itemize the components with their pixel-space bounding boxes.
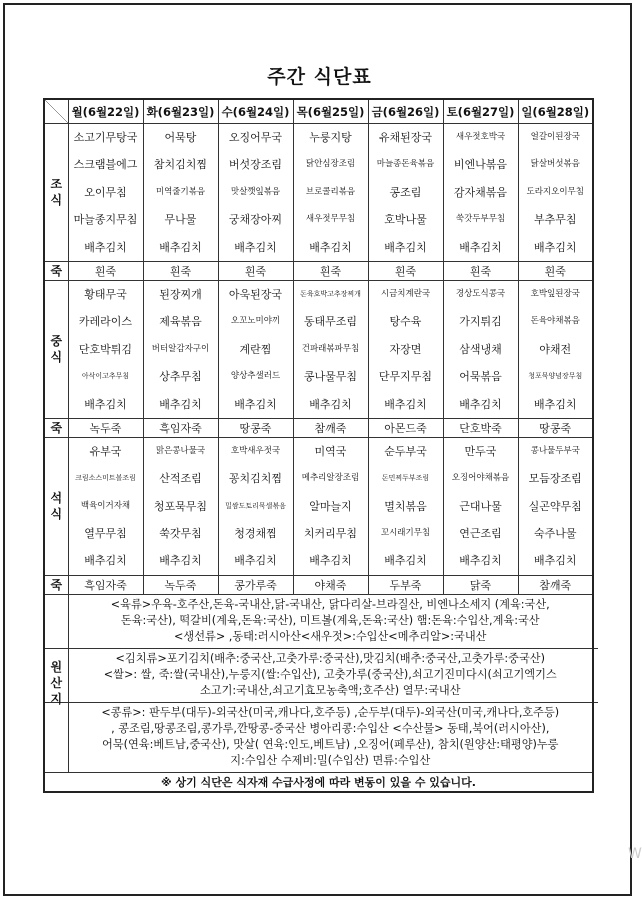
- porridge-cell: 닭죽: [443, 575, 518, 594]
- day-header: 수(6월24일): [218, 99, 293, 124]
- porridge-cell: 흰죽: [518, 261, 593, 280]
- menu-item: 호박나물: [384, 213, 427, 227]
- menu-item: 배추김치: [384, 397, 427, 411]
- menu-item: 콩나물무침: [303, 370, 358, 384]
- porridge-cell: 아몬드죽: [368, 418, 443, 437]
- menu-item: 콩나물두부국: [530, 445, 580, 456]
- menu-item: 모듬장조림: [528, 472, 582, 486]
- menu-item: 배추김치: [459, 240, 502, 254]
- menu-item: 동태무조림: [303, 315, 358, 329]
- menu-item: 열무무침: [84, 527, 127, 541]
- menu-item: 청포묵무침: [153, 499, 208, 513]
- menu-item: 아욱된장국: [228, 287, 283, 301]
- menu-item: 탕수육: [389, 315, 422, 329]
- menu-item: 건파래볶파무침: [301, 343, 360, 354]
- porridge-cell: 야채죽: [293, 575, 368, 594]
- menu-item: 오징어야채볶음: [451, 473, 510, 484]
- menu-item: 밀쌈도토리묵샐볶음: [225, 501, 286, 510]
- menu-cell: [218, 124, 293, 262]
- origin-line: <김치류>포기김치(배추:중국산,고춧가루:중국산),맛김치(배추:중국산,고춧가루:중국산): [115, 651, 545, 665]
- menu-item: 배추김치: [84, 240, 127, 254]
- menu-item: 순두부국: [384, 444, 427, 458]
- porridge-cell: 단호박죽: [443, 418, 518, 437]
- origin-line: 돈육:국산), 떡갈비(계육,돈육:국산), 미트볼(계육,돈육:국산) 햄:돈육:수입산,계육:국산: [120, 613, 540, 627]
- menu-item: 연근조림: [459, 527, 502, 541]
- menu-item: 유채된장국: [378, 131, 433, 144]
- menu-item: 버터알감자구이: [151, 343, 210, 354]
- origin-block: [43, 649, 599, 703]
- menu-item: 경상도식콩국: [455, 288, 506, 299]
- menu-item: 유부국: [89, 444, 122, 458]
- menu-item: 배추김치: [533, 240, 577, 254]
- menu-item: 콩조림: [389, 185, 422, 199]
- origin-info: [68, 594, 593, 772]
- menu-cell: [443, 437, 518, 575]
- menu-item: 삼색냉채: [459, 342, 502, 356]
- menu-item: 호박새우젓국: [230, 445, 281, 456]
- menu-item: 쑥갓무침: [159, 527, 202, 541]
- menu-item: 배추김치: [84, 554, 127, 568]
- porridge-label: 죽: [44, 261, 68, 280]
- menu-cell: [443, 280, 518, 418]
- menu-cell: [218, 280, 293, 418]
- menu-item: 시금치계란국: [380, 288, 431, 299]
- menu-item: 배추김치: [159, 240, 202, 254]
- day-header-row: [44, 99, 593, 124]
- menu-item: 미역국: [314, 444, 347, 458]
- menu-item: 맑은콩나물국: [155, 445, 206, 456]
- porridge-cell: 흰죽: [293, 261, 368, 280]
- menu-cell: [518, 124, 593, 262]
- menu-item: 소고기무탕국: [73, 131, 138, 144]
- menu-cell: [518, 437, 593, 575]
- menu-item: 카레라이스: [78, 315, 133, 329]
- day-header: 금(6월26일): [368, 99, 443, 124]
- menu-item: 단호박튀김: [78, 342, 133, 356]
- menu-cell: [443, 124, 518, 262]
- menu-item: 새우젓무무침: [305, 214, 356, 225]
- menu-item: 야채전: [539, 342, 572, 356]
- menu-item: 자장면: [389, 342, 422, 356]
- meal-row: [44, 124, 593, 262]
- menu-item: 배추김치: [533, 397, 577, 411]
- menu-item: 어묵탕: [164, 131, 197, 144]
- porridge-row: [44, 418, 593, 437]
- porridge-row: [44, 261, 593, 280]
- weekly-menu-table: [43, 98, 594, 793]
- menu-cell: [143, 280, 218, 418]
- menu-item: 새우젓호박국: [455, 132, 506, 142]
- origin-label: 원 산 지: [44, 594, 68, 772]
- menu-cell: [293, 437, 368, 575]
- menu-cell: [218, 437, 293, 575]
- menu-cell: [143, 437, 218, 575]
- menu-item: 배추김치: [309, 240, 352, 254]
- menu-item: 백육이거자채: [80, 500, 131, 511]
- origin-line: , 콩조림,땅콩조림,콩가루,깐땅콩-중국산 병아리콩:수입산 <수산물> 동태,북어(러시아산),: [111, 721, 550, 735]
- menu-item: 배추김치: [533, 554, 577, 568]
- menu-item: 배추김치: [234, 554, 277, 568]
- menu-item: 브로콜리볶음: [305, 186, 356, 197]
- porridge-cell: 두부죽: [368, 575, 443, 594]
- menu-item: 쑥갓두부무침: [455, 214, 506, 225]
- porridge-cell: 콩가루죽: [218, 575, 293, 594]
- menu-item: 얼갈이된장국: [530, 132, 580, 142]
- origin-line: <쌀>: 쌀, 죽:쌀(국내산),누룽지(쌀:수입산), 고춧가루(중국산),쇠고기진미다시(쇠고기엑기스: [103, 667, 557, 681]
- origin-row: [44, 594, 593, 772]
- origin-block: [43, 703, 599, 772]
- porridge-cell: 흰죽: [368, 261, 443, 280]
- menu-item: 꽁치김치찜: [228, 472, 283, 486]
- menu-cell: [518, 280, 593, 418]
- menu-item: 만두국: [464, 444, 497, 458]
- day-header: 화(6월23일): [143, 99, 218, 124]
- menu-item: 상추무침: [159, 370, 202, 384]
- porridge-cell: 흰죽: [443, 261, 518, 280]
- menu-item: 누룽지탕: [309, 131, 352, 144]
- porridge-cell: 흑임자죽: [68, 575, 143, 594]
- menu-item: 배추김치: [384, 554, 427, 568]
- porridge-cell: 참깨죽: [518, 575, 593, 594]
- menu-item: 배추김치: [459, 554, 502, 568]
- menu-item: 호박잎된장국: [530, 288, 580, 299]
- origin-line: 소고기:국내산,쇠고기효모농축액;호주산) 열무:국내산: [199, 683, 461, 697]
- menu-item: 된장찌개: [159, 287, 202, 301]
- origin-line: <육류>우육-호주산,돈육-국내산,닭-국내산, 닭다리살-브라질산, 비엔나소세지 (계육:국산,: [110, 597, 550, 611]
- menu-item: 도라지오이무침: [526, 186, 584, 197]
- porridge-cell: 녹두죽: [143, 575, 218, 594]
- menu-item: 맛살깻잎볶음: [230, 186, 281, 197]
- menu-item: 배추김치: [159, 397, 202, 411]
- menu-cell: [143, 124, 218, 262]
- menu-item: 아삭이고추무침: [81, 372, 130, 381]
- origin-block: [43, 595, 599, 649]
- menu-item: 근대나물: [459, 499, 502, 513]
- menu-item: 배추김치: [159, 554, 202, 568]
- porridge-cell: 땅콩죽: [518, 418, 593, 437]
- meal-row: [44, 280, 593, 418]
- origin-line: 지:수입산 수제비:밀(수입산) 면류:수입산: [230, 753, 431, 767]
- menu-item: 크림소스미트볼조림: [75, 474, 136, 483]
- menu-item: 청경채찜: [234, 527, 277, 541]
- menu-item: 산적조림: [159, 472, 202, 486]
- day-header: 월(6월22일): [68, 99, 143, 124]
- day-header: 일(6월28일): [518, 99, 593, 124]
- origin-line: <콩류>: 판두부(대두)-외국산(미국,캐나다,호주등) ,순두부(대두)-외국산(미국,캐나다,호주등): [101, 705, 560, 719]
- menu-item: 부추무침: [533, 213, 577, 227]
- meal-label: 중 식: [44, 280, 68, 418]
- menu-item: 스크램블에그: [73, 158, 138, 172]
- menu-item: 숙주나물: [533, 527, 577, 541]
- menu-item: 무나물: [164, 213, 197, 227]
- menu-item: 배추김치: [309, 554, 352, 568]
- watermark: W: [628, 846, 642, 862]
- menu-cell: [293, 124, 368, 262]
- menu-item: 알마늘지: [309, 499, 352, 513]
- menu-item: 메추리알장조림: [301, 473, 360, 484]
- origin-line: <생선류> ,동태:러시아산<새우젓>:수입산<메추리알>:국내산: [174, 629, 487, 643]
- menu-item: 배추김치: [309, 397, 352, 411]
- menu-item: 마늘종돈육볶음: [376, 159, 435, 170]
- corner-cell: [44, 99, 68, 124]
- menu-item: 돈민찌두부조림: [381, 474, 430, 483]
- menu-item: 배추김치: [234, 240, 277, 254]
- porridge-label: 죽: [44, 575, 68, 594]
- meal-label: 석 식: [44, 437, 68, 575]
- menu-item: 오징어무국: [228, 131, 283, 144]
- menu-item: 궁채장아찌: [228, 213, 283, 227]
- porridge-cell: 참깨죽: [293, 418, 368, 437]
- porridge-cell: 흰죽: [218, 261, 293, 280]
- menu-cell: [368, 280, 443, 418]
- menu-item: 돈육호박고추장찌개: [300, 289, 361, 298]
- menu-item: 오꼬노미야끼: [230, 316, 281, 327]
- meal-row: [44, 437, 593, 575]
- origin-line: 어묵(연육:베트남,중국산), 맛살( 연육:인도,베트남) ,오징어(페루산), 참치(원양산:태평양)누룽: [102, 737, 559, 751]
- menu-item: 양상추샐러드: [230, 371, 281, 382]
- notice-text: ※ 상기 식단은 식자재 수급사정에 따라 변동이 있을 수 있습니다.: [44, 772, 593, 792]
- menu-item: 배추김치: [384, 240, 427, 254]
- menu-item: 황태무국: [84, 287, 127, 301]
- menu-item: 감자채볶음: [453, 185, 508, 199]
- menu-cell: [68, 124, 143, 262]
- menu-item: 치커리무침: [303, 527, 358, 541]
- menu-item: 닭안심장조림: [305, 159, 356, 170]
- porridge-label: 죽: [44, 418, 68, 437]
- menu-item: 배추김치: [459, 397, 502, 411]
- menu-item: 멸치볶음: [384, 499, 427, 513]
- porridge-cell: 흰죽: [68, 261, 143, 280]
- menu-item: 배추김치: [84, 397, 127, 411]
- porridge-cell: 녹두죽: [68, 418, 143, 437]
- menu-cell: [68, 437, 143, 575]
- menu-item: 어묵볶음: [459, 370, 502, 384]
- menu-item: 단무지무침: [378, 370, 433, 384]
- menu-cell: [293, 280, 368, 418]
- meal-label: 조 식: [44, 124, 68, 262]
- menu-item: 실곤약무침: [528, 499, 582, 513]
- page-title: 주간 식단표: [267, 66, 372, 88]
- menu-item: 가지튀김: [459, 315, 502, 329]
- menu-item: 계란찜: [239, 342, 272, 356]
- menu-item: 미역줄기볶음: [155, 186, 206, 197]
- day-header: 목(6월25일): [293, 99, 368, 124]
- menu-item: 배추김치: [234, 397, 277, 411]
- menu-item: 마늘종지무침: [73, 213, 138, 227]
- day-header: 토(6월27일): [443, 99, 518, 124]
- menu-item: 청포묵양념장무침: [528, 372, 583, 381]
- menu-item: 비엔나볶음: [453, 158, 508, 172]
- menu-cell: [68, 280, 143, 418]
- menu-item: 오이무침: [84, 185, 127, 199]
- menu-item: 버섯장조림: [228, 158, 283, 172]
- note-row: [44, 772, 593, 792]
- porridge-cell: 흰죽: [143, 261, 218, 280]
- porridge-cell: 흑임자죽: [143, 418, 218, 437]
- porridge-cell: 땅콩죽: [218, 418, 293, 437]
- menu-cell: [368, 124, 443, 262]
- menu-item: 제육볶음: [159, 315, 202, 329]
- menu-item: 참치김치찜: [153, 158, 208, 172]
- menu-cell: [368, 437, 443, 575]
- menu-item: 닭살버섯볶음: [530, 159, 580, 170]
- menu-item: 돈육야채볶음: [530, 316, 580, 327]
- menu-item: 꼬시래기무침: [380, 528, 431, 539]
- porridge-row: [44, 575, 593, 594]
